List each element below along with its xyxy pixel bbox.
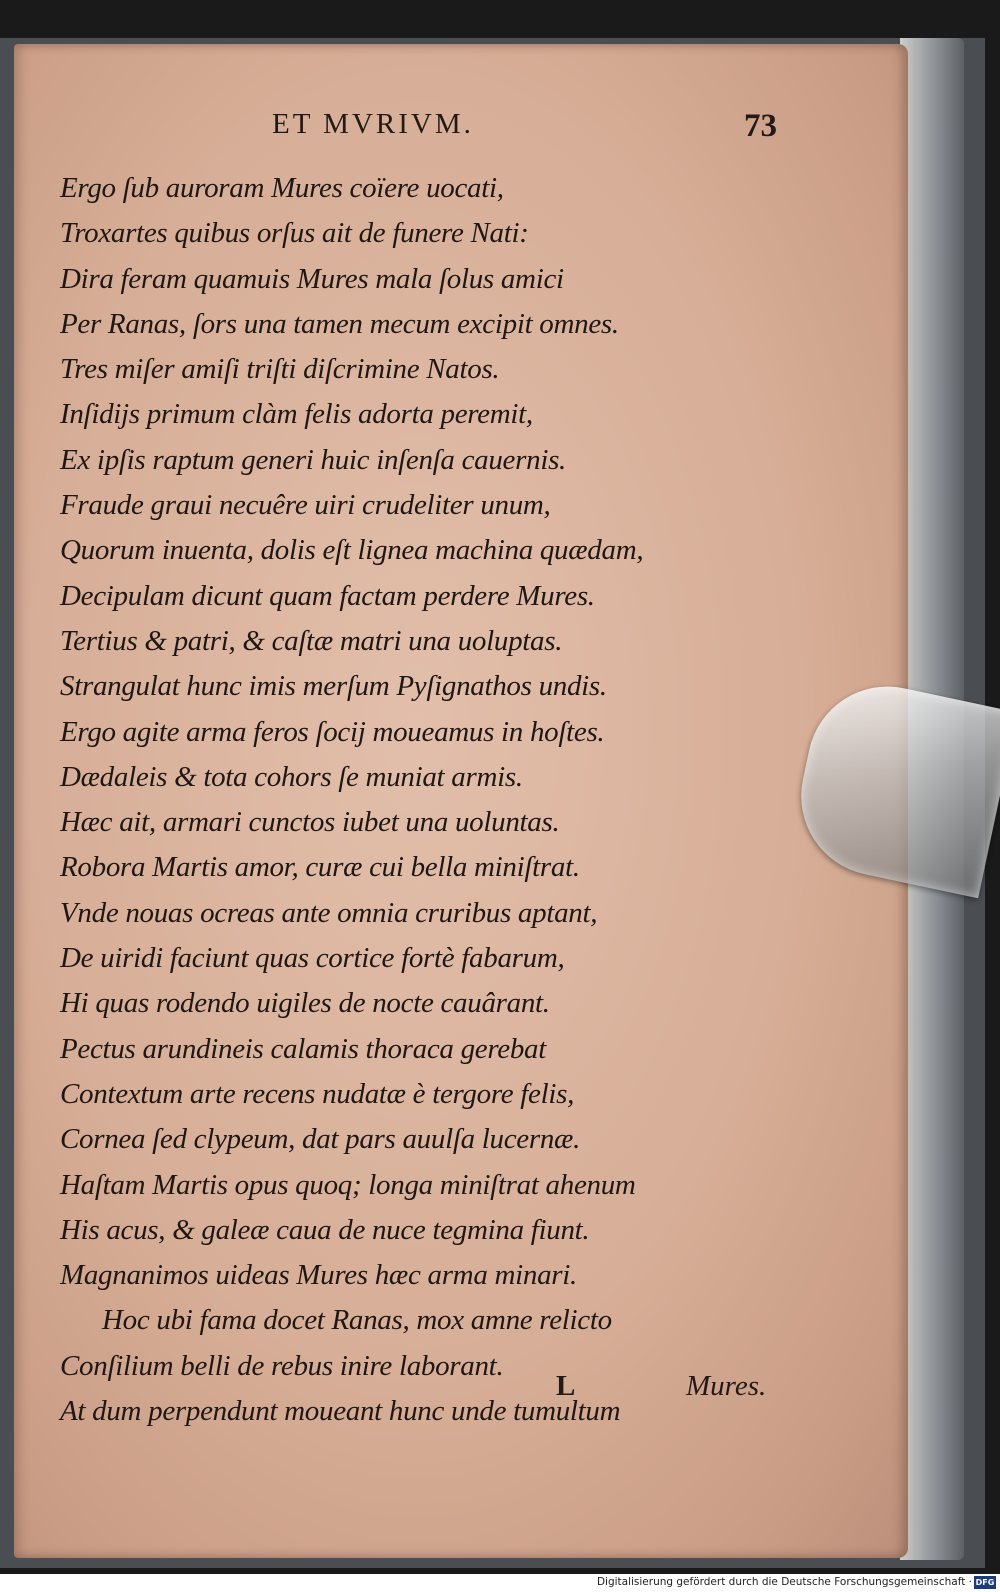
poem-line: Vnde nouas ocreas ante omnia cruribus aptant, bbox=[60, 896, 598, 929]
poem-line: Strangulat hunc imis merſum Pyſignathos undis. bbox=[60, 670, 607, 703]
signature-mark: L bbox=[556, 1370, 576, 1402]
poem-line: Hoc ubi fama docet Ranas, mox amne relicto bbox=[102, 1304, 612, 1337]
poem-line: Tres miſer amiſi triſti diſcrimine Natos. bbox=[60, 353, 500, 386]
poem-line: Cornea ſed clypeum, dat pars auulſa lucernæ. bbox=[60, 1123, 581, 1156]
poem-line: Magnanimos uideas Mures hæc arma minari. bbox=[60, 1259, 577, 1292]
dfg-logo-icon: DFG bbox=[975, 1578, 995, 1587]
page-number: 73 bbox=[744, 108, 777, 144]
poem-line: Fraude graui necuêre uiri crudeliter unum, bbox=[60, 489, 551, 522]
poem-line: Tertius & patri, & caſtæ matri una uoluptas. bbox=[60, 624, 563, 657]
poem-line: Decipulam dicunt quam factam perdere Mures. bbox=[60, 579, 595, 612]
poem-line: Dædaleis & tota cohors ſe muniat armis. bbox=[60, 760, 523, 793]
page-header bbox=[0, 108, 1000, 148]
poem-line: Per Ranas, ſors una tamen mecum excipit omnes. bbox=[60, 307, 619, 340]
poem-line: Robora Martis amor, curæ cui bella miniſtrat. bbox=[60, 851, 580, 884]
poem-line: Hi quas rodendo uigiles de nocte cauârant. bbox=[60, 987, 550, 1020]
catchword: Mures. bbox=[686, 1370, 767, 1402]
poem-line: Ergo agite arma feros ſocij moueamus in hoſtes. bbox=[60, 715, 605, 748]
digitization-credit: Digitalisierung gefördert durch die Deutsche Forschungsgemeinschaft · bbox=[596, 1576, 972, 1588]
poem-line: Pectus arundineis calamis thoraca gerebat bbox=[60, 1032, 546, 1065]
poem-line: Quorum inuenta, dolis eſt lignea machina quædam, bbox=[60, 534, 644, 567]
page-footer bbox=[0, 1370, 1000, 1410]
running-head: ET MVRIVM. bbox=[272, 108, 474, 140]
poem-line: Ex ipſis raptum generi huic inſenſa cauernis. bbox=[60, 443, 567, 476]
poem-line: At dum perpendunt moueant hunc unde tumultum bbox=[60, 1395, 621, 1428]
poem-line: Conſilium belli de rebus inire laborant. bbox=[60, 1349, 504, 1382]
poem-line: Hæc ait, armari cunctos iubet una uoluntas. bbox=[60, 806, 560, 839]
poem-line: Ergo ſub auroram Mures coïere uocati, bbox=[60, 172, 504, 204]
poem-line: De uiridi faciunt quas cortice fortè fabarum, bbox=[60, 942, 565, 975]
poem-line: Inſidijs primum clàm felis adorta peremit, bbox=[60, 398, 533, 431]
poem-line: Haſtam Martis opus quoq; longa miniſtrat ahenum bbox=[60, 1168, 636, 1201]
poem-line: Dira feram quamuis Mures mala ſolus amici bbox=[60, 262, 564, 295]
poem-line: Contextum arte recens nudatæ è tergore felis, bbox=[60, 1077, 575, 1110]
poem-text bbox=[60, 166, 820, 1434]
poem-line: His acus, & galeæ caua de nuce tegmina fiunt. bbox=[60, 1213, 590, 1246]
poem-line: Troxartes quibus orſus ait de funere Nati: bbox=[60, 217, 529, 250]
